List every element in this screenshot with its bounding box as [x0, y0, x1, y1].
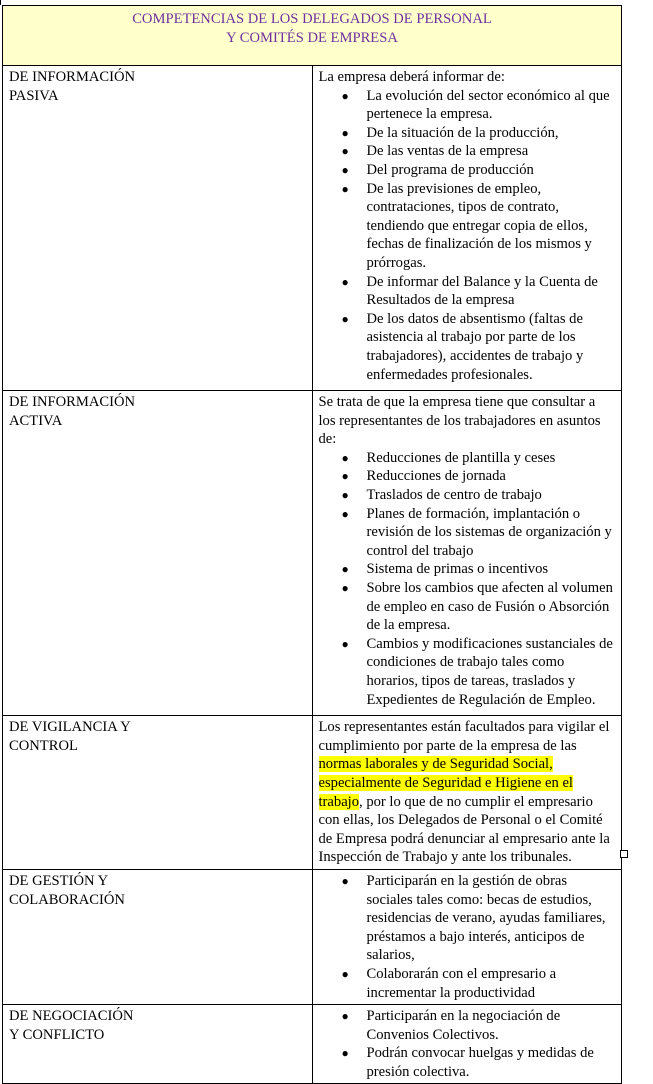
category-cell	[3, 391, 313, 716]
list-item-text: De informar del Balance y la Cuenta de Resultados de la empresa	[366, 273, 598, 309]
bullet-icon: ●	[341, 1009, 349, 1024]
category-label-line: DE NEGOCIACIÓN	[9, 1008, 134, 1025]
table-row	[3, 869, 622, 1004]
category-label-line: DE INFORMACIÓN	[9, 394, 136, 411]
bullet-icon: ●	[341, 1046, 349, 1061]
paragraph-text: Los representantes están facultados para vigilar el cumplimiento por parte de la empresa de las	[318, 719, 610, 754]
list-item-text: De las previsiones de empleo, contrataciones, tipos de contrato, tendiendo que entregar copia de ellos, fechas de finalización de los mismos y prórrogas.	[366, 180, 592, 271]
table-row	[3, 1005, 622, 1084]
competencies-table	[2, 5, 622, 1084]
list-item-text: De los datos de absentismo (faltas de asistencia al trabajo por parte de los trabajadores), accidentes de trabajo y enfermedades profesionales.	[366, 310, 584, 383]
bullet-icon: ●	[341, 581, 349, 596]
list-item	[341, 872, 616, 965]
bullet-icon: ●	[341, 469, 349, 484]
list-item	[341, 273, 616, 310]
bullet-list	[319, 872, 616, 1002]
bullet-icon: ●	[341, 274, 349, 289]
category-label-line: Y CONFLICTO	[9, 1026, 105, 1043]
list-item	[341, 142, 616, 161]
category-cell	[3, 716, 313, 870]
list-item-text: La evolución del sector económico al que pertenece la empresa.	[366, 87, 610, 123]
list-item	[341, 505, 616, 561]
list-item-text: Participarán en la gestión de obras sociales tales como: becas de estudios, residencias de verano, ayudas familiares, préstamos a bajo interés, anticipos de salarios,	[366, 872, 606, 964]
category-label-line: DE VIGILANCIA Y	[9, 719, 131, 736]
intro-text: Se trata de que la empresa tiene que consultar a los representantes de los trabajadores en asuntos de:	[318, 394, 601, 448]
bullet-icon: ●	[341, 125, 349, 140]
list-item-text: De las ventas de la empresa	[366, 143, 529, 160]
list-item	[341, 965, 616, 1002]
bullet-icon: ●	[341, 488, 349, 503]
category-label-line: COLABORACIÓN	[9, 891, 125, 908]
bullet-icon: ●	[341, 636, 349, 651]
list-item-text: Sobre los cambios que afecten al volumen de empleo en caso de Fusión o Absorción de la empresa.	[366, 580, 613, 634]
category-cell	[3, 869, 313, 1004]
category-cell	[3, 66, 313, 391]
list-item	[341, 124, 616, 143]
category-label-line: ACTIVA	[9, 412, 63, 429]
list-item-text: Sistema de primas o incentivos	[366, 561, 549, 578]
description-cell	[312, 1005, 622, 1084]
bullet-icon: ●	[341, 506, 349, 521]
category-label-line: DE GESTIÓN Y	[9, 872, 109, 889]
table-title	[3, 6, 622, 66]
list-item	[341, 635, 616, 709]
bullet-icon: ●	[341, 162, 349, 177]
list-item	[341, 579, 616, 635]
bullet-icon: ●	[341, 144, 349, 159]
bullet-icon: ●	[341, 450, 349, 465]
document-page	[2, 5, 622, 1084]
list-item-text: Colaborarán con el empresario a incrementar la productividad	[366, 965, 557, 1001]
title-row	[3, 6, 622, 66]
highlighted-text: normas laborales y de Seguridad Social, especialmente de Seguridad e Higiene en el trabajo	[318, 756, 573, 810]
table-row	[3, 66, 622, 391]
table-title-line-1: COMPETENCIAS DE LOS DELEGADOS DE PERSONAL	[132, 11, 492, 27]
table-row	[3, 391, 622, 716]
list-item-text: Participarán en la negociación de Convenios Colectivos.	[366, 1008, 561, 1043]
intro-text: La empresa deberá informar de:	[318, 69, 505, 85]
list-item	[341, 560, 616, 579]
list-item-text: Reducciones de jornada	[366, 468, 506, 485]
category-label-line: PASIVA	[9, 87, 59, 104]
list-item	[341, 180, 616, 273]
list-item-text: De la situación de la producción,	[366, 124, 559, 141]
bullet-list	[319, 1007, 616, 1081]
list-item	[341, 449, 616, 468]
bullet-icon: ●	[341, 88, 349, 103]
list-item-text: Reducciones de plantilla y ceses	[366, 449, 556, 466]
list-item-text: Planes de formación, implantación o revisión de los sistemas de organización y control del trabajo	[366, 505, 612, 559]
table-title-line-2: Y COMITÉS DE EMPRESA	[226, 29, 398, 46]
table-row	[3, 716, 622, 870]
category-cell	[3, 1005, 313, 1084]
table-resize-handle[interactable]	[620, 850, 628, 858]
bullet-list	[319, 87, 616, 385]
bullet-icon: ●	[341, 562, 349, 577]
list-item	[341, 87, 616, 124]
bullet-icon: ●	[341, 181, 349, 196]
list-item	[341, 467, 616, 486]
list-item-text: Cambios y modificaciones sustanciales de condiciones de trabajo tales como horarios, tipos de tareas, traslados y Expedientes de Regulación de Empleo.	[366, 635, 613, 708]
description-cell	[312, 869, 622, 1004]
list-item	[341, 161, 616, 180]
list-item	[341, 486, 616, 505]
paragraph-text-continued: , por lo que de no cumplir el empresario con ellas, los Delegados de Personal o el Comité de Empresa podrá denunciar al empresario ante la Inspección de Trabajo y ante los tribunales.	[318, 793, 610, 866]
description-cell	[312, 66, 622, 391]
list-item-text: Traslados de centro de trabajo	[366, 487, 542, 504]
category-label-line: DE INFORMACIÓN	[9, 69, 136, 85]
list-item-text: Del programa de producción	[366, 161, 534, 178]
bullet-icon: ●	[341, 311, 349, 326]
bullet-icon: ●	[341, 966, 349, 981]
category-label-line: CONTROL	[9, 737, 78, 754]
list-item	[341, 310, 616, 384]
description-cell	[312, 716, 622, 870]
bullet-icon: ●	[341, 873, 349, 888]
list-item	[341, 1044, 616, 1081]
list-item-text: Podrán convocar huelgas y medidas de presión colectiva.	[366, 1045, 594, 1080]
description-cell	[312, 391, 622, 716]
list-item	[341, 1007, 616, 1044]
bullet-list	[319, 449, 616, 709]
